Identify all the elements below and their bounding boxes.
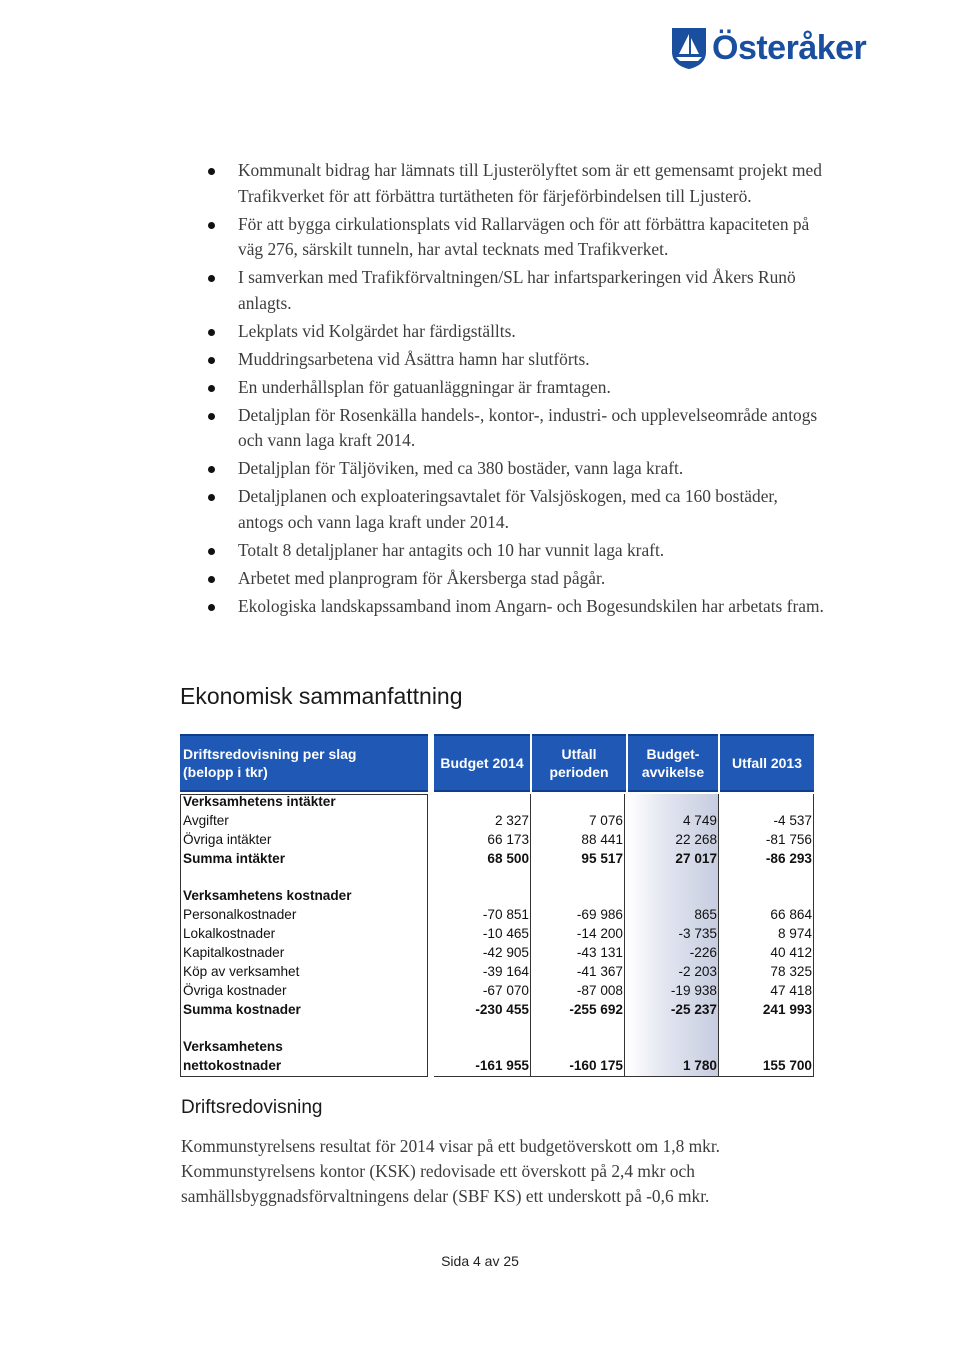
row-label: Summa kostnader <box>183 1002 301 1017</box>
cell-value: -41 367 <box>576 964 623 979</box>
header-utfall-line2: perioden <box>549 764 609 780</box>
page-number: Sida 4 av 25 <box>441 1253 519 1269</box>
cell-value: -19 938 <box>670 983 717 998</box>
table-row <box>180 945 814 964</box>
cell-value: 27 017 <box>675 851 717 866</box>
table-row <box>180 964 814 983</box>
list-item: Detaljplan för Täljöviken, med ca 380 bostäder, vann laga kraft. <box>206 456 826 482</box>
header-label-line2: (belopp i tkr) <box>183 764 268 780</box>
cell-value: -67 070 <box>482 983 529 998</box>
cell-value: -2 203 <box>678 964 717 979</box>
list-item: Ekologiska landskapssamband inom Angarn- och Bogesundskilen har arbetats fram. <box>206 594 826 620</box>
table-row <box>180 1039 814 1058</box>
cell-value: 8 974 <box>777 926 812 941</box>
cell-value: 88 441 <box>581 832 623 847</box>
cell-value: -81 756 <box>765 832 812 847</box>
table-row <box>180 794 814 813</box>
table-row <box>180 813 814 832</box>
cell-value: 66 173 <box>487 832 529 847</box>
cell-value: -39 164 <box>482 964 529 979</box>
cell-value: -69 986 <box>576 907 623 922</box>
list-item: En underhållsplan för gatuanläggningar är framtagen. <box>206 375 826 401</box>
cell-value: -3 735 <box>678 926 717 941</box>
table-row <box>180 1058 814 1077</box>
cell-value: 865 <box>694 907 717 922</box>
cell-value: -161 955 <box>475 1058 529 1073</box>
table-row <box>180 926 814 945</box>
cell-value: -4 537 <box>773 813 812 828</box>
table-header-utfall <box>532 734 626 792</box>
row-label: Verksamhetens kostnader <box>183 888 352 903</box>
table-row <box>180 888 814 907</box>
cell-value: 47 418 <box>770 983 812 998</box>
row-label: Lokalkostnader <box>183 926 276 941</box>
cell-value: 78 325 <box>770 964 812 979</box>
section-title: Ekonomisk sammanfattning <box>180 683 463 709</box>
header-label-line1: Driftsredovisning per slag <box>183 746 357 762</box>
list-item: Muddringsarbetena vid Åsättra hamn har slutförts. <box>206 347 826 373</box>
list-item: Totalt 8 detaljplaner har antagits och 10 har vunnit laga kraft. <box>206 538 826 564</box>
list-item: Kommunalt bidrag har lämnats till Ljusterölyftet som är ett gemensamt projekt med Trafikverket för att förbättra turtätheten för färjeförbindelsen till Ljusterö. <box>206 158 826 209</box>
cell-value: 95 517 <box>581 851 623 866</box>
cell-value: -230 455 <box>475 1002 529 1017</box>
list-item: Arbetet med planprogram för Åkersberga stad pågår. <box>206 566 826 592</box>
header-avvikelse-line2: avvikelse <box>641 764 705 780</box>
budget-table <box>180 734 814 1077</box>
table-header-avvikelse <box>628 734 718 792</box>
cell-value: 68 500 <box>487 851 529 866</box>
list-item: Detaljplanen och exploateringsavtalet för Valsjöskogen, med ca 160 bostäder, antogs och vann laga kraft under 2014. <box>206 484 826 535</box>
cell-value: 2 327 <box>494 813 529 828</box>
cell-value: 155 700 <box>762 1058 812 1073</box>
table-header-utfall-2013: Utfall 2013 <box>720 734 814 792</box>
cell-value: 241 993 <box>762 1002 812 1017</box>
osteraker-logo <box>670 26 866 70</box>
subsection-title: Driftsredovisning <box>181 1097 323 1118</box>
table-row <box>180 851 814 870</box>
cell-value: 1 780 <box>682 1058 717 1073</box>
cell-value: -226 <box>689 945 717 960</box>
cell-value: -42 905 <box>482 945 529 960</box>
row-label: Kapitalkostnader <box>183 945 285 960</box>
cell-value: 4 749 <box>682 813 717 828</box>
table-row <box>180 1002 814 1021</box>
cell-value: -87 008 <box>576 983 623 998</box>
cell-value: -70 851 <box>482 907 529 922</box>
row-label: nettokostnader <box>183 1058 282 1073</box>
row-label: Avgifter <box>183 813 229 828</box>
row-label: Köp av verksamhet <box>183 964 300 979</box>
row-label: Övriga intäkter <box>183 832 272 847</box>
cell-value: -160 175 <box>569 1058 623 1073</box>
table-header-budget: Budget 2014 <box>434 734 530 792</box>
list-item: Lekplats vid Kolgärdet har färdigställts. <box>206 319 826 345</box>
cell-value: 66 864 <box>770 907 812 922</box>
cell-value: -43 131 <box>576 945 623 960</box>
list-item: Detaljplan för Rosenkälla handels-, kontor-, industri- och upplevelseområde antogs och vann laga kraft 2014. <box>206 403 826 454</box>
cell-value: 40 412 <box>770 945 812 960</box>
cell-value: 22 268 <box>675 832 717 847</box>
table-row <box>180 907 814 926</box>
row-label: Summa intäkter <box>183 851 285 866</box>
header-utfall-line1: Utfall <box>561 746 597 762</box>
row-label: Personalkostnader <box>183 907 297 922</box>
cell-value: -25 237 <box>670 1002 717 1017</box>
achievements-list <box>206 158 826 622</box>
municipal-shield-icon <box>670 26 708 70</box>
header-avvikelse-line1: Budget- <box>646 746 700 762</box>
table-row <box>180 983 814 1002</box>
table-header-label <box>180 734 428 792</box>
logo-text: Österåker <box>712 28 867 67</box>
cell-value: -255 692 <box>569 1002 623 1017</box>
row-label: Verksamhetens <box>183 1039 283 1054</box>
list-item: I samverkan med Trafikförvaltningen/SL har infartsparkeringen vid Åkers Runö anlagts. <box>206 265 826 316</box>
cell-value: -10 465 <box>482 926 529 941</box>
table-row <box>180 832 814 851</box>
row-label: Verksamhetens intäkter <box>183 794 336 809</box>
row-label: Övriga kostnader <box>183 983 287 998</box>
list-item: För att bygga cirkulationsplats vid Rallarvägen och för att förbättra kapaciteten på väg 276, särskilt tunneln, har avtal tecknats med Trafikverket. <box>206 212 826 263</box>
cell-value: -86 293 <box>765 851 812 866</box>
result-paragraph: Kommunstyrelsens resultat för 2014 visar på ett budgetöverskott om 1,8 mkr. Kommunstyrelsens kontor (KSK) redovisade ett överskott på 2,4 mkr och samhällsbyggnadsförvaltningens delar (SBF KS) ett underskott på -0,6 mkr. <box>181 1136 721 1206</box>
cell-value: 7 076 <box>588 813 623 828</box>
cell-value: -14 200 <box>576 926 623 941</box>
